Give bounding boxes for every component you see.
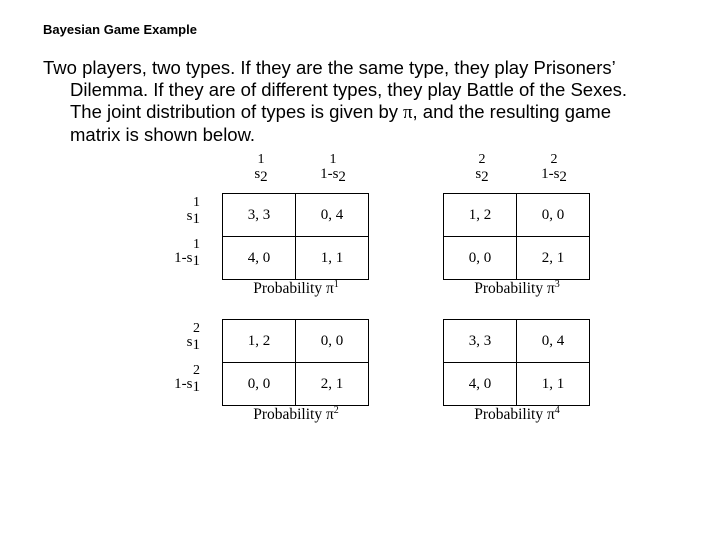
payoff-matrix-pi2 bbox=[222, 319, 369, 406]
paragraph-line-1: Two players, two types. If they are the same type, they play Prisoners’ bbox=[43, 57, 616, 78]
pi-symbol: π bbox=[403, 103, 413, 123]
payoff-cell: 1, 2 bbox=[223, 320, 296, 363]
probability-caption-pi1: Probability $\pi^1$ bbox=[253, 279, 339, 298]
payoff-cell: 4, 0 bbox=[444, 363, 517, 406]
table-row bbox=[223, 237, 369, 280]
payoff-cell: 0, 0 bbox=[517, 194, 590, 237]
table-row bbox=[444, 320, 590, 363]
paragraph-line-3 bbox=[43, 101, 703, 124]
payoff-cell: 1, 1 bbox=[296, 237, 369, 280]
table-row bbox=[223, 320, 369, 363]
payoff-cell: 3, 3 bbox=[223, 194, 296, 237]
row-header-s1-type1: 1 s1 bbox=[186, 195, 200, 227]
description-paragraph bbox=[43, 57, 703, 146]
col-header-1-s2-type1: 1 1-s2 bbox=[320, 152, 346, 185]
probability-caption-pi2: Probability $\pi^2$ bbox=[253, 405, 339, 424]
payoff-cell: 0, 4 bbox=[296, 194, 369, 237]
payoff-cell: 3, 3 bbox=[444, 320, 517, 363]
paragraph-line-2: Dilemma. If they are of different types, they play Battle of the Sexes. bbox=[70, 79, 627, 100]
payoff-cell: 0, 0 bbox=[223, 363, 296, 406]
payoff-cell: 4, 0 bbox=[223, 237, 296, 280]
row-header-1-s1-type1: 1 1-s1 bbox=[174, 237, 200, 269]
payoff-cell: 0, 4 bbox=[517, 320, 590, 363]
payoff-cell: 0, 0 bbox=[296, 320, 369, 363]
col-header-s2-type1: 1 s2 bbox=[254, 152, 268, 185]
table-row bbox=[444, 363, 590, 406]
payoff-cell: 1, 1 bbox=[517, 363, 590, 406]
paragraph-line-3-start: The joint distribution of types is given by bbox=[70, 101, 404, 122]
table-row bbox=[223, 194, 369, 237]
row-header-s1-type2: 2 s1 bbox=[186, 321, 200, 353]
paragraph-line-3-end: , and the resulting game bbox=[412, 101, 612, 122]
table-row bbox=[444, 237, 590, 280]
payoff-cell: 2, 1 bbox=[517, 237, 590, 280]
table-row bbox=[444, 194, 590, 237]
probability-caption-pi4: Probability $\pi^4$ bbox=[474, 405, 560, 424]
payoff-matrix-pi4 bbox=[443, 319, 590, 406]
payoff-cell: 0, 0 bbox=[444, 237, 517, 280]
probability-caption-pi3: Probability $\pi^3$ bbox=[474, 279, 560, 298]
table-row bbox=[223, 363, 369, 406]
col-header-s2-type2: 2 s2 bbox=[475, 152, 489, 185]
row-header-1-s1-type2: 2 1-s1 bbox=[174, 363, 200, 395]
col-header-1-s2-type2: 2 1-s2 bbox=[541, 152, 567, 185]
paragraph-line-4: matrix is shown below. bbox=[70, 124, 256, 145]
payoff-cell: 2, 1 bbox=[296, 363, 369, 406]
payoff-matrix-pi1 bbox=[222, 193, 369, 280]
payoff-matrix-pi3 bbox=[443, 193, 590, 280]
payoff-cell: 1, 2 bbox=[444, 194, 517, 237]
slide-title: Bayesian Game Example bbox=[43, 22, 197, 37]
